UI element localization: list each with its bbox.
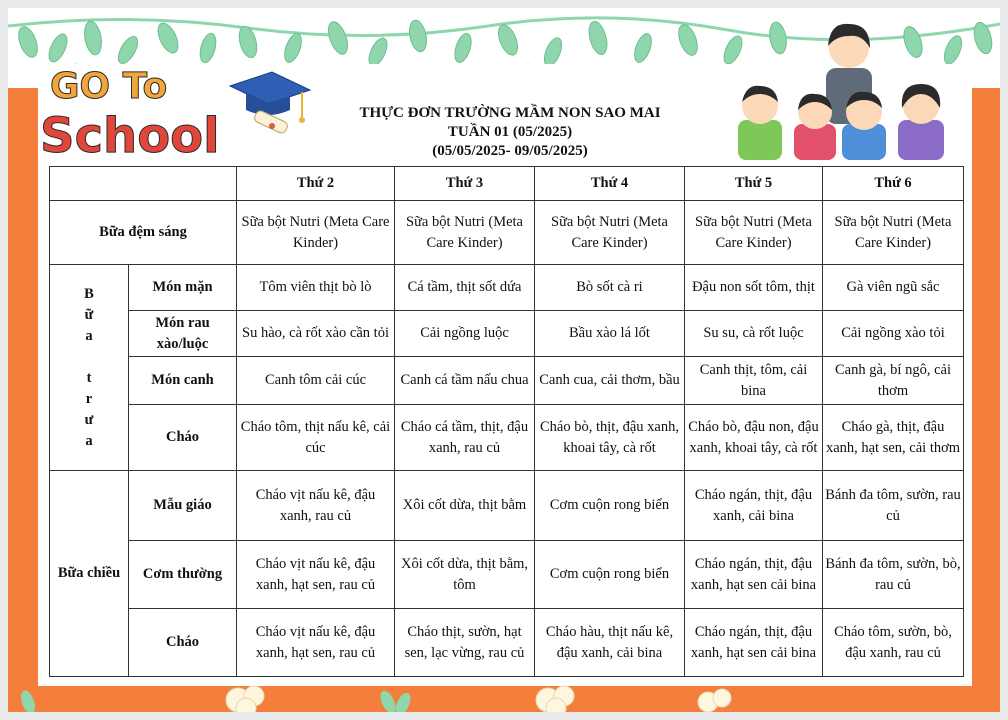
menu-cell: Cháo tôm, sườn, bò, đậu xanh, rau củ	[823, 609, 964, 677]
menu-cell: Cháo bò, đậu non, đậu xanh, khoai tây, cà rốt	[685, 405, 823, 471]
menu-week: TUẦN 01 (05/2025)	[447, 124, 573, 140]
table-row	[50, 357, 964, 405]
lunch-label-char: B	[84, 285, 94, 302]
dish-type-label: Món rau xào/luộc	[129, 311, 237, 357]
menu-cell: Sữa bột Nutri (Meta Care Kinder)	[535, 201, 685, 265]
menu-cell: Bầu xào lá lốt	[535, 311, 685, 357]
day-header: Thứ 5	[685, 167, 823, 201]
menu-cell: Sữa bột Nutri (Meta Care Kinder)	[823, 201, 964, 265]
menu-cell: Cháo vịt nấu kê, đậu xanh, hạt sen, rau củ	[237, 609, 395, 677]
menu-cell: Su hào, cà rốt xào cần tỏi	[237, 311, 395, 357]
menu-cell: Đậu non sốt tôm, thịt	[685, 265, 823, 311]
day-header: Thứ 4	[535, 167, 685, 201]
day-header: Thứ 3	[395, 167, 535, 201]
meal-label-lunch	[50, 265, 129, 471]
menu-cell: Bánh đa tôm, sườn, rau củ	[823, 471, 964, 541]
go-to-school-logo	[40, 60, 330, 170]
table-row	[50, 471, 964, 541]
table-header-row	[50, 167, 964, 201]
orange-border-left	[8, 86, 38, 712]
menu-cell: Cháo ngán, thịt, đậu xanh, cải bina	[685, 471, 823, 541]
menu-cell: Bò sốt cà ri	[535, 265, 685, 311]
menu-cell: Cháo gà, thịt, đậu xanh, hạt sen, cải thơm	[823, 405, 964, 471]
dish-type-label: Mẫu giáo	[129, 471, 237, 541]
dish-type-label: Cháo	[129, 609, 237, 677]
weekly-menu-table	[49, 166, 964, 677]
lunch-label-char: a	[85, 432, 93, 449]
menu-cell: Canh tôm cải cúc	[237, 357, 395, 405]
menu-title: THỰC ĐƠN TRƯỜNG MẦM NON SAO MAI	[359, 105, 661, 121]
menu-title-block	[300, 104, 720, 161]
day-header: Thứ 2	[237, 167, 395, 201]
dish-type-label: Cơm thường	[129, 541, 237, 609]
menu-cell: Cải ngồng xào tỏi	[823, 311, 964, 357]
menu-cell: Cháo vịt nấu kê, đậu xanh, hạt sen, rau củ	[237, 541, 395, 609]
day-header: Thứ 6	[823, 167, 964, 201]
lunch-label-char: a	[85, 327, 93, 344]
lunch-label-char: ư	[84, 411, 94, 428]
flower-decoration	[8, 672, 1000, 712]
menu-cell: Xôi cốt dừa, thịt bằm	[395, 471, 535, 541]
menu-cell: Gà viên ngũ sắc	[823, 265, 964, 311]
dish-type-label: Cháo	[129, 405, 237, 471]
menu-cell: Su su, cà rốt luộc	[685, 311, 823, 357]
lunch-label-char	[52, 347, 126, 368]
menu-cell: Xôi cốt dừa, thịt bằm, tôm	[395, 541, 535, 609]
menu-cell: Sữa bột Nutri (Meta Care Kinder)	[685, 201, 823, 265]
children-illustration	[738, 14, 978, 174]
menu-cell: Canh thịt, tôm, cải bina	[685, 357, 823, 405]
menu-cell: Sữa bột Nutri (Meta Care Kinder)	[237, 201, 395, 265]
menu-cell: Cháo vịt nấu kê, đậu xanh, rau củ	[237, 471, 395, 541]
menu-cell: Cháo ngán, thịt, đậu xanh, hạt sen cải bina	[685, 609, 823, 677]
menu-cell: Cháo ngán, thịt, đậu xanh, hạt sen cải bina	[685, 541, 823, 609]
menu-cell: Cá tầm, thịt sốt dứa	[395, 265, 535, 311]
table-row	[50, 405, 964, 471]
table-row	[50, 609, 964, 677]
meal-label: Bữa đệm sáng	[50, 201, 237, 265]
menu-cell: Tôm viên thịt bò lò	[237, 265, 395, 311]
menu-cell: Cải ngồng luộc	[395, 311, 535, 357]
lunch-label-char: t	[86, 369, 92, 386]
menu-cell: Canh gà, bí ngô, cải thơm	[823, 357, 964, 405]
menu-cell: Cháo bò, thịt, đậu xanh, khoai tây, cà rốt	[535, 405, 685, 471]
menu-cell: Cơm cuộn rong biển	[535, 471, 685, 541]
menu-cell: Cơm cuộn rong biển	[535, 541, 685, 609]
menu-cell: Canh cua, cải thơm, bầu	[535, 357, 685, 405]
logo-text-bottom: School	[40, 108, 220, 164]
table-row	[50, 201, 964, 265]
dish-type-label: Món canh	[129, 357, 237, 405]
menu-cell: Cháo tôm, thịt nấu kê, cải cúc	[237, 405, 395, 471]
menu-cell: Cháo thịt, sườn, hạt sen, lạc vừng, rau củ	[395, 609, 535, 677]
table-row	[50, 265, 964, 311]
table-row	[50, 541, 964, 609]
corner-cell	[50, 167, 237, 201]
logo-text-top: GO To	[50, 66, 168, 107]
menu-cell: Sữa bột Nutri (Meta Care Kinder)	[395, 201, 535, 265]
menu-cell: Bánh đa tôm, sườn, bò, rau củ	[823, 541, 964, 609]
meal-label-dinner: Bữa chiều	[50, 471, 129, 677]
lunch-label-char: ữ	[84, 306, 94, 323]
dish-type-label: Món mặn	[129, 265, 237, 311]
menu-cell: Cháo cá tầm, thịt, đậu xanh, rau củ	[395, 405, 535, 471]
table-row	[50, 311, 964, 357]
menu-date-range: (05/05/2025- 09/05/2025)	[432, 143, 588, 159]
menu-cell: Cháo hàu, thịt nấu kê, đậu xanh, cải bina	[535, 609, 685, 677]
orange-border-right	[972, 86, 1000, 712]
menu-cell: Canh cá tầm nấu chua	[395, 357, 535, 405]
lunch-label-char: r	[85, 390, 93, 407]
